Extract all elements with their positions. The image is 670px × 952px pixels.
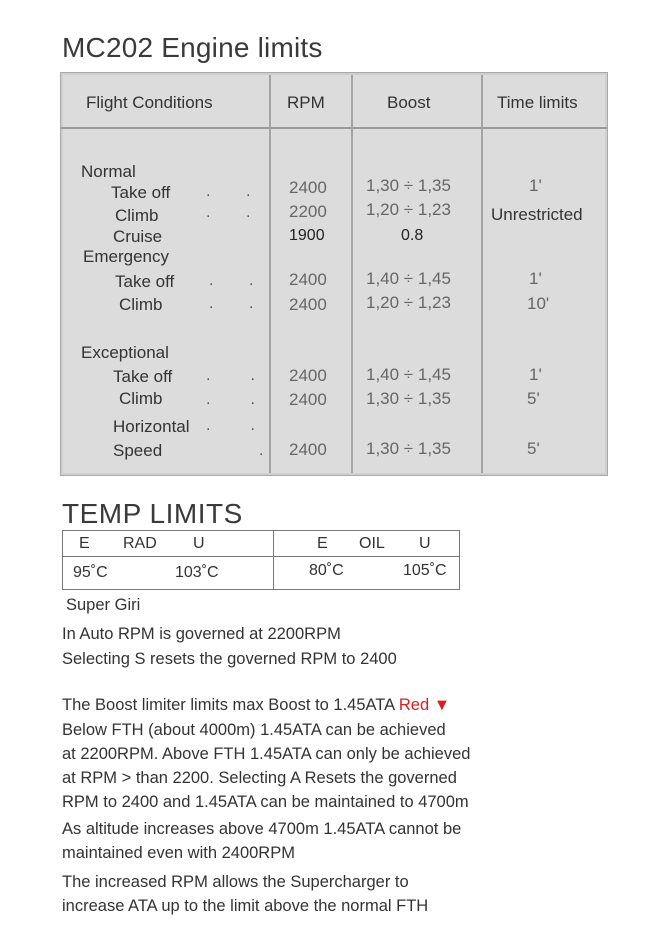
leader-dots: . . xyxy=(209,272,254,289)
time-value: 1' xyxy=(529,269,542,288)
oil-u-label: U xyxy=(419,535,431,552)
boost-value: 1,30 ÷ 1,35 xyxy=(366,439,451,458)
rpm-value: 2400 xyxy=(289,295,327,314)
boost-value: 1,40 ÷ 1,45 xyxy=(366,365,451,384)
note-line: The increased RPM allows the Supercharger to xyxy=(62,873,409,891)
leader-dots: . . xyxy=(206,367,255,384)
time-value: 5' xyxy=(527,439,540,458)
oil-e-label: E xyxy=(317,535,328,552)
rpm-value: 2400 xyxy=(289,270,327,289)
red-indicator: Red ▼ xyxy=(398,696,451,714)
super-giri-label: Super Giri xyxy=(66,596,141,614)
row-label: Cruise xyxy=(113,227,163,246)
oil-label: OIL xyxy=(359,535,385,552)
rpm-value: 2400 xyxy=(289,440,327,459)
temp-limits-table xyxy=(62,530,460,590)
column-divider xyxy=(351,75,353,473)
note-line: at 2200RPM. Above FTH 1.45ATA can only be achieved xyxy=(62,745,471,763)
boost-value: 1,30 ÷ 1,35 xyxy=(366,389,451,408)
group-emergency: Emergency xyxy=(83,247,169,266)
boost-value: 1,20 ÷ 1,23 xyxy=(366,293,451,312)
row-label: Speed xyxy=(113,441,163,460)
row-label: Take off xyxy=(113,367,173,386)
note-line xyxy=(62,696,450,715)
note-line: maintained even with 2400RPM xyxy=(62,844,295,862)
rpm-value: 1900 xyxy=(289,227,325,244)
time-value: 1' xyxy=(529,176,542,195)
rad-e-value: 95˚C xyxy=(73,564,108,581)
boost-value: 0.8 xyxy=(401,227,424,244)
header-rpm: RPM xyxy=(287,93,325,112)
column-divider xyxy=(481,75,483,473)
note-line: at RPM > than 2200. Selecting A Resets the governed xyxy=(62,769,457,787)
column-divider xyxy=(273,531,274,589)
note-line: Selecting S resets the governed RPM to 2400 xyxy=(62,650,397,668)
rpm-value: 2400 xyxy=(289,390,327,409)
time-value: 10' xyxy=(527,294,550,313)
leader-dots: . . xyxy=(206,417,255,434)
note-line: As altitude increases above 4700m 1.45ATA cannot be xyxy=(62,820,462,838)
temp-limits-title: TEMP LIMITS xyxy=(62,498,243,529)
row-label: Climb xyxy=(119,389,163,408)
oil-e-value: 80˚C xyxy=(309,562,344,579)
note-text: The Boost limiter limits max Boost to 1.45ATA xyxy=(62,696,395,714)
boost-value: 1,20 ÷ 1,23 xyxy=(366,200,451,219)
rpm-value: 2200 xyxy=(289,202,327,221)
leader-dots: . . xyxy=(206,183,251,200)
group-normal: Normal xyxy=(81,162,136,181)
header-time-limits: Time limits xyxy=(497,93,578,112)
time-value: 1' xyxy=(529,365,542,384)
row-label: Take off xyxy=(111,183,171,202)
page-title: MC202 Engine limits xyxy=(62,32,323,63)
rad-u-value: 103˚C xyxy=(175,564,219,581)
engine-limits-table xyxy=(60,72,608,476)
row-label: Climb xyxy=(115,206,159,225)
boost-value: 1,40 ÷ 1,45 xyxy=(366,269,451,288)
header-boost: Boost xyxy=(387,93,431,112)
header-flight-conditions: Flight Conditions xyxy=(86,93,213,112)
row-label: Climb xyxy=(119,295,163,314)
leader-dots: . xyxy=(259,442,264,459)
note-line: In Auto RPM is governed at 2200RPM xyxy=(62,625,341,643)
row-label: Take off xyxy=(115,272,175,291)
leader-dots: . . xyxy=(206,204,251,221)
rpm-value: 2400 xyxy=(289,178,327,197)
rad-u-label: U xyxy=(193,535,205,552)
rpm-value: 2400 xyxy=(289,366,327,385)
note-line: RPM to 2400 and 1.45ATA can be maintained to 4700m xyxy=(62,793,469,811)
note-line: increase ATA up to the limit above the normal FTH xyxy=(62,897,429,915)
rad-e-label: E xyxy=(79,535,90,552)
rad-label: RAD xyxy=(123,535,157,552)
note-line: Below FTH (about 4000m) 1.45ATA can be achieved xyxy=(62,721,446,739)
oil-u-value: 105˚C xyxy=(403,562,447,579)
time-value: Unrestricted xyxy=(491,205,583,224)
group-exceptional: Exceptional xyxy=(81,343,169,362)
column-divider xyxy=(269,75,271,473)
leader-dots: . . xyxy=(209,295,254,312)
time-value: 5' xyxy=(527,389,540,408)
row-label: Horizontal xyxy=(113,417,190,436)
boost-value: 1,30 ÷ 1,35 xyxy=(366,176,451,195)
leader-dots: . . xyxy=(206,391,255,408)
